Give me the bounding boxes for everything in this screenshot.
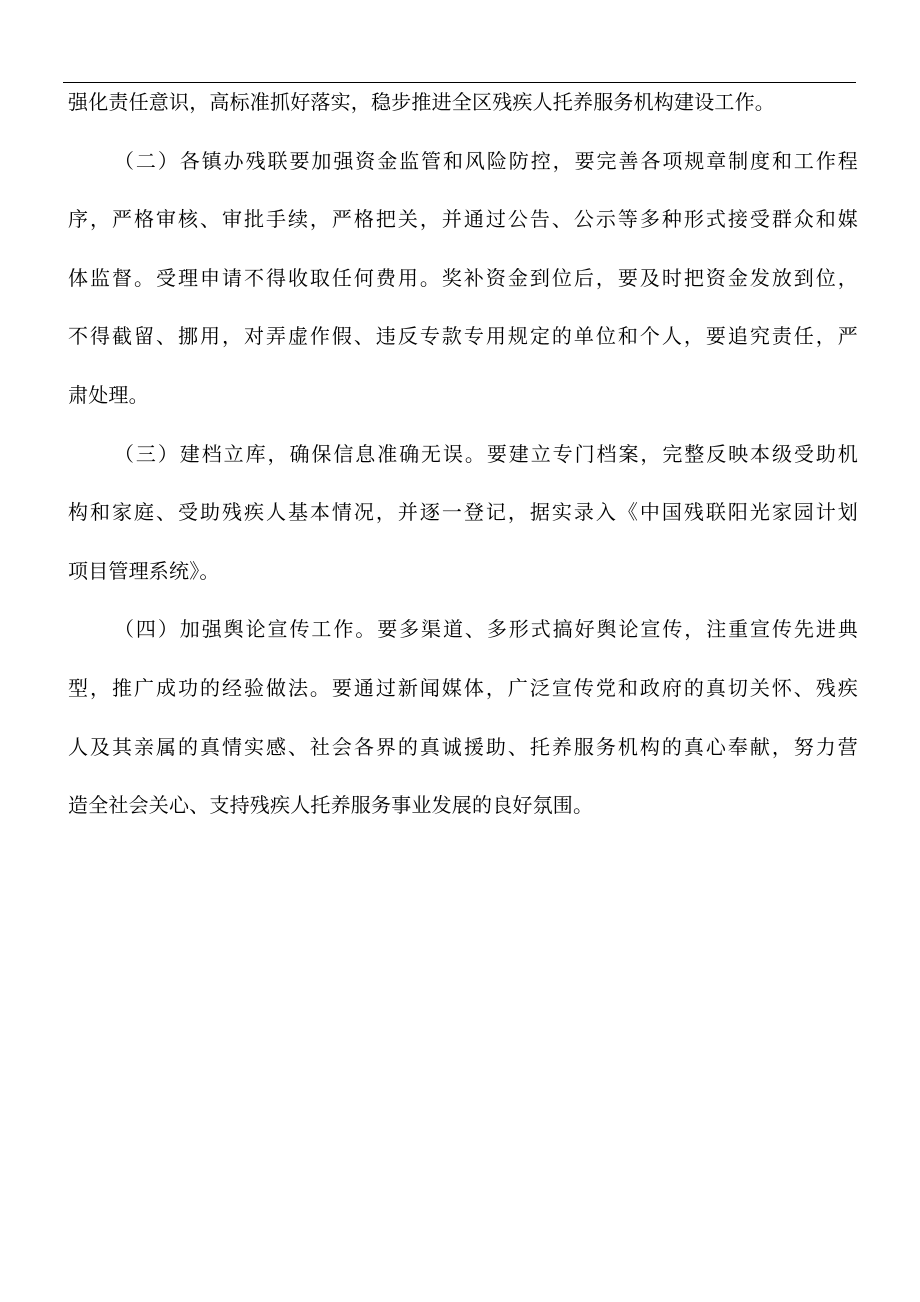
body-text (68, 84, 858, 846)
text-line: 造全社会关心、支持残疾人托养服务事业发展的良好氛围。 (68, 793, 594, 818)
text-line: 型，推广成功的经验做法。要通过新闻媒体，广泛宣传党和政府的真切关怀、残疾 (68, 675, 858, 700)
text-line: 序，严格审核、审批手续，严格把关，并通过公告、公示等多种形式接受群众和媒 (68, 207, 858, 232)
text-line: 人及其亲属的真情实感、社会各界的真诚援助、托养服务机构的真心奉献，努力营 (68, 734, 858, 759)
text-line: 构和家庭、受助残疾人基本情况，并逐一登记，据实录入《中国残联阳光家园计划 (68, 500, 858, 525)
text-line: （四）加强舆论宣传工作。要多渠道、多形式搞好舆论宣传，注重宣传先进典 (114, 617, 858, 642)
text-line: 肃处理。 (68, 382, 149, 407)
text-line: （二）各镇办残联要加强资金监管和风险防控，要完善各项规章制度和工作程 (114, 148, 858, 173)
text-line: 项目管理系统》。 (68, 558, 220, 583)
text-line: （三）建档立库，确保信息准确无误。要建立专门档案，完整反映本级受助机 (114, 441, 858, 466)
text-line: 体监督。受理申请不得收取任何费用。奖补资金到位后，要及时把资金发放到位， (68, 265, 858, 290)
text-line: 强化责任意识，高标准抓好落实，稳步推进全区残疾人托养服务机构建设工作。 (68, 90, 775, 114)
header-rule (63, 82, 856, 83)
text-line: 不得截留、挪用，对弄虚作假、违反专款专用规定的单位和个人，要追究责任，严 (68, 324, 858, 349)
